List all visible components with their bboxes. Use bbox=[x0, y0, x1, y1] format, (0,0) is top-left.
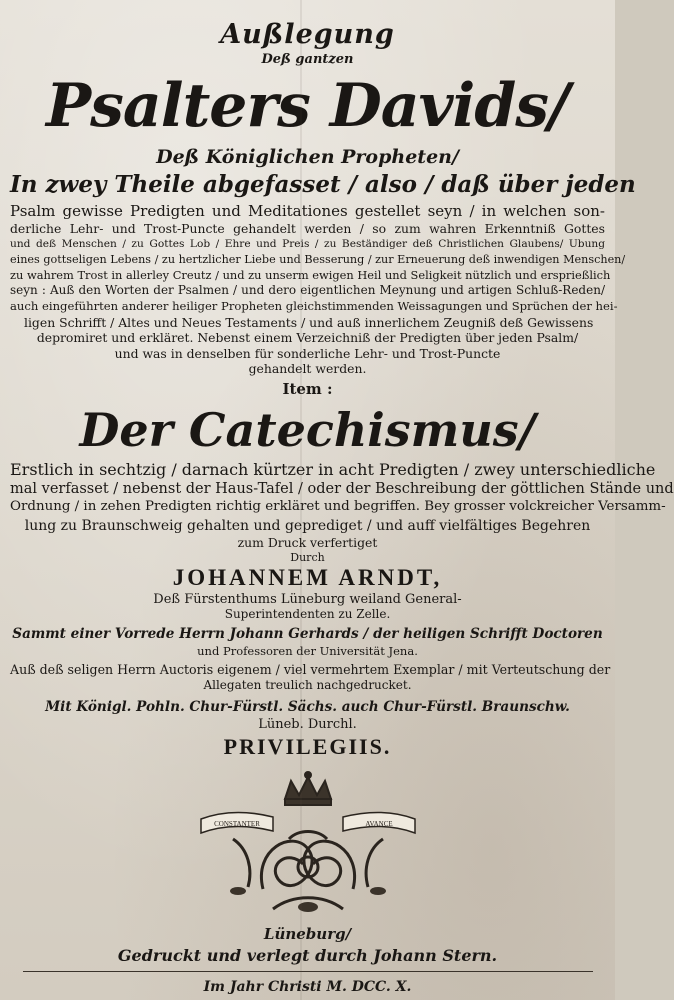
description-line: gehandelt werden. bbox=[248, 361, 367, 377]
description-line: zu wahrem Trost in allerley Creutz / und zu unserm ewigen Heil und Seligkeit nützlich und ersprießlich bbox=[10, 267, 611, 282]
motto-banner bbox=[201, 812, 415, 833]
title-line-5: In zwey Theile abgefasset / also / daß über jeden bbox=[10, 171, 636, 198]
catechism-line: lung zu Braunschweig gehalten und geprediget / und auff vielfältiges Begehren bbox=[24, 517, 591, 534]
catechism-block bbox=[10, 459, 674, 551]
description-line: Psalm gewisse Predigten und Meditationes gestellet seyn / in welchen son- bbox=[10, 202, 605, 220]
by-label: Durch bbox=[290, 550, 325, 564]
catechism-line: Erstlich in sechtzig / darnach kürtzer in acht Predigten / zwey unterschiedliche bbox=[10, 459, 656, 479]
motto-left: CONSTANTER bbox=[213, 819, 260, 828]
imprint-place: Lüneburg/ bbox=[263, 924, 352, 943]
catechism-title: Der Catechismus/ bbox=[79, 402, 536, 457]
description-block bbox=[10, 202, 626, 377]
preface-line: und Professoren der Universität Jena. bbox=[197, 643, 418, 658]
description-line: ligen Schrifft / Altes und Neues Testaments / und auß innerlichem Zeugniß deß Gewissens bbox=[24, 314, 594, 330]
author-title-line: Superintendenten zu Zelle. bbox=[224, 607, 391, 622]
description-line: und deß Menschen / zu Gottes Lob / Ehre und Preis / zu Beständiger deß Christlichen Glaubens/ Ubung bbox=[10, 237, 605, 250]
imprint-rule bbox=[23, 971, 593, 973]
description-line: eines gottseligen Lebens / zu hertzlicher Liebe und Besserung / zur Erneuerung deß inwendigen Menschen/ bbox=[10, 253, 626, 267]
privilege-line: Mit Königl. Pohln. Chur-Fürstl. Sächs. auch Chur-Fürstl. Braunschw. bbox=[45, 698, 570, 715]
author-name: JOHANNEM ARNDT, bbox=[172, 564, 443, 590]
printer-device-emblem bbox=[193, 769, 423, 919]
item-label: Item : bbox=[282, 379, 333, 398]
catechism-line: mal verfasset / nebenst der Haus-Tafel / oder der Beschreibung der göttlichen Stände und bbox=[10, 480, 674, 497]
main-title: Psalters Davids/ bbox=[46, 71, 569, 141]
edition-line: Allegaten treulich nachgedrucket. bbox=[203, 678, 412, 693]
preface-line: Sammt einer Vorrede Herrn Johann Gerhards / der heiligen Schrifft Doctoren bbox=[12, 625, 603, 642]
imprint-year: Im Jahr Christi M. DCC. X. bbox=[203, 978, 412, 995]
description-line: und was in denselben für sonderliche Lehr- und Trost-Puncte bbox=[114, 345, 501, 361]
crown-icon bbox=[285, 772, 331, 805]
description-line: depromiret und erkläret. Nebenst einem Verzeichniß der Predigten über jeden Psalm/ bbox=[36, 330, 579, 346]
edition-line: Auß deß seligen Herrn Auctoris eigenem / viel vermehrtem Exemplar / mit Verteutschung der bbox=[10, 662, 611, 678]
description-line: seyn : Auß den Worten der Psalmen / und dero eigentlichen Meynung und artigen Schluß-Reden/ bbox=[10, 283, 605, 298]
description-line: auch eingeführten anderer heiliger Propheten gleichstimmenden Weissagungen und Sprüchen der hei- bbox=[10, 298, 618, 313]
leaf-ornament bbox=[230, 887, 386, 912]
catechism-line: Ordnung / in zehen Predigten richtig erkläret und begriffen. Bey grosser volckreicher Versamm- bbox=[10, 499, 666, 515]
title-line-1: Außlegung bbox=[220, 19, 395, 50]
author-title-line: Deß Fürstenthums Lüneburg weiland General- bbox=[153, 591, 462, 607]
privilege-line: Lüneb. Durchl. bbox=[258, 716, 357, 732]
monogram-icon bbox=[233, 831, 383, 909]
page-fold bbox=[300, 0, 302, 1000]
title-line-2: Deß gantzen bbox=[261, 52, 354, 67]
motto-right: AVANCE bbox=[364, 819, 393, 828]
catechism-line: zum Druck verfertiget bbox=[237, 534, 378, 550]
description-line: derliche Lehr- und Trost-Puncte gehandelt werden / so zum wahren Erkenntniß Gottes bbox=[10, 221, 605, 236]
privilege-word: PRIVILEGIIS. bbox=[223, 733, 392, 759]
imprint-printer: Gedruckt und verlegt durch Johann Stern. bbox=[117, 945, 498, 965]
title-line-4: Deß Königlichen Propheten/ bbox=[156, 146, 459, 168]
